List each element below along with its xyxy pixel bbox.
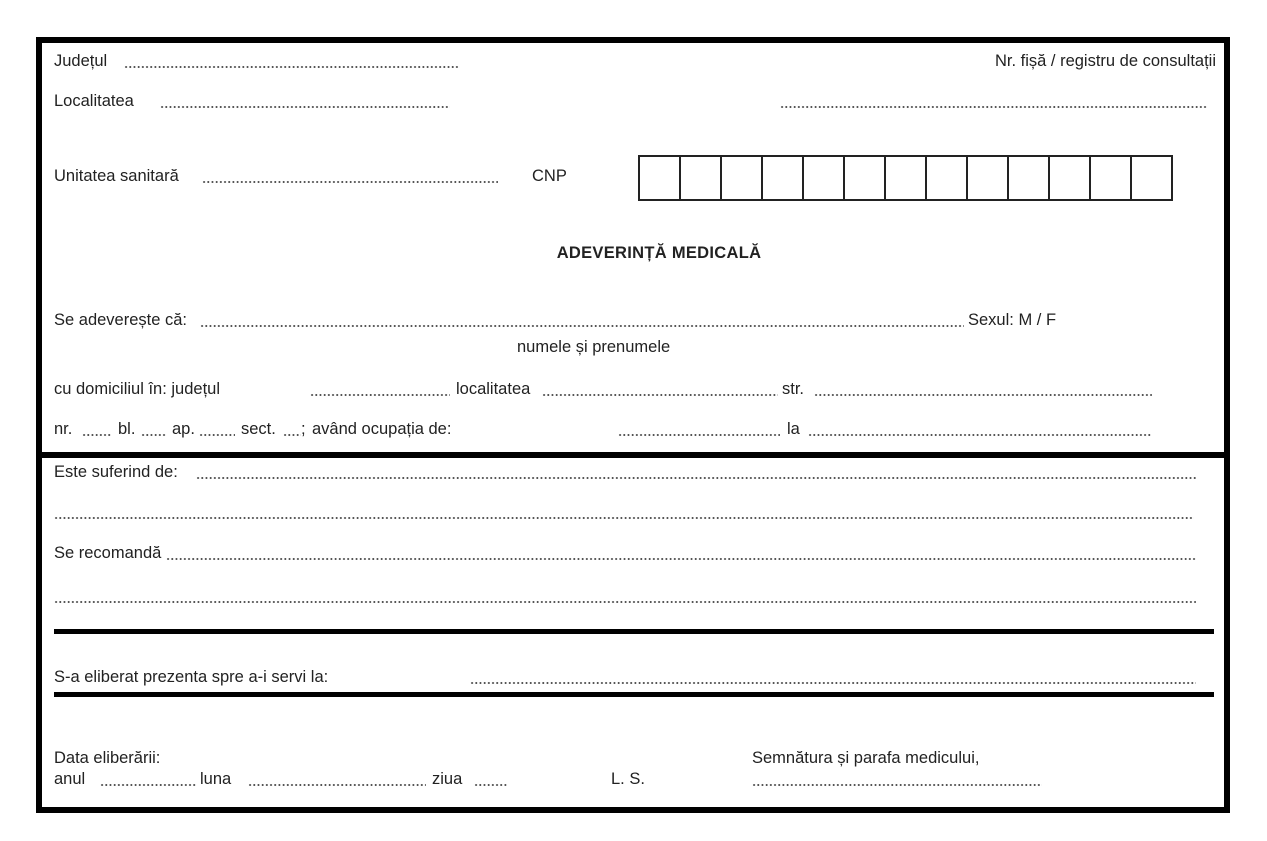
sect-label: sect. — [241, 420, 276, 438]
bl-label: bl. — [118, 420, 136, 438]
str-field[interactable] — [814, 394, 1152, 396]
la-field[interactable] — [808, 434, 1152, 436]
section-divider — [42, 452, 1224, 458]
cnp-digit-box[interactable] — [1132, 157, 1173, 199]
anul-label: anul — [54, 770, 86, 788]
str-label: str. — [782, 380, 805, 398]
inner-rule — [54, 629, 1214, 634]
sect-field[interactable] — [283, 434, 301, 436]
adevereste-label: Se adeverește că: — [54, 311, 187, 329]
eliberat-label: S-a eliberat prezenta spre a-i servi la: — [54, 668, 329, 686]
cnp-digit-box[interactable] — [1009, 157, 1050, 199]
cnp-digit-box[interactable] — [886, 157, 927, 199]
eliberat-field[interactable] — [470, 682, 1196, 684]
nr-field[interactable] — [82, 434, 112, 436]
cnp-digit-box[interactable] — [804, 157, 845, 199]
sex-label: Sexul: M / F — [968, 311, 1057, 329]
sect-suffix: ; — [301, 420, 306, 438]
recomanda-field-line-2[interactable] — [54, 601, 1196, 603]
la-label: la — [787, 420, 800, 438]
cnp-digit-box[interactable] — [722, 157, 763, 199]
ap-field[interactable] — [199, 434, 235, 436]
domiciliu-judet-field[interactable] — [310, 394, 450, 396]
name-caption: numele și prenumele — [517, 338, 671, 356]
data-eliberarii-label: Data eliberării: — [54, 749, 161, 767]
judet-field[interactable] — [124, 66, 460, 68]
ziua-label: ziua — [432, 770, 463, 788]
nr-label: nr. — [54, 420, 73, 438]
localitate-field[interactable] — [160, 106, 450, 108]
unitate-label: Unitatea sanitară — [54, 167, 179, 185]
ziua-field[interactable] — [474, 784, 508, 786]
cnp-label: CNP — [532, 167, 567, 185]
cnp-digit-box[interactable] — [1050, 157, 1091, 199]
medical-certificate-form — [36, 37, 1230, 813]
ap-label: ap. — [172, 420, 195, 438]
ls-label: L. S. — [611, 770, 645, 788]
cnp-digit-box[interactable] — [845, 157, 886, 199]
domiciliu-localitate-field[interactable] — [542, 394, 778, 396]
page-title: ADEVERINȚĂ MEDICALĂ — [556, 244, 762, 262]
unitate-field[interactable] — [202, 181, 498, 183]
bl-field[interactable] — [141, 434, 167, 436]
localitate-label: Localitatea — [54, 92, 134, 110]
suferind-field-line-1[interactable] — [196, 477, 1196, 479]
cnp-digit-box[interactable] — [681, 157, 722, 199]
cnp-digit-box[interactable] — [640, 157, 681, 199]
inner-rule — [54, 692, 1214, 697]
judet-label: Județul — [54, 52, 108, 70]
semnatura-field[interactable] — [752, 784, 1042, 786]
cnp-digit-box[interactable] — [1091, 157, 1132, 199]
ocupatia-field[interactable] — [618, 434, 780, 436]
anul-field[interactable] — [100, 784, 196, 786]
cnp-digit-box[interactable] — [763, 157, 804, 199]
cnp-boxes[interactable] — [638, 155, 1173, 201]
recomanda-field-line-1[interactable] — [166, 558, 1196, 560]
semnatura-label: Semnătura și parafa medicului, — [752, 749, 980, 767]
ocupatia-label: având ocupația de: — [312, 420, 452, 438]
luna-field[interactable] — [248, 784, 426, 786]
name-field[interactable] — [200, 325, 964, 327]
cnp-digit-box[interactable] — [927, 157, 968, 199]
luna-label: luna — [200, 770, 232, 788]
suferind-label: Este suferind de: — [54, 463, 178, 481]
registru-field[interactable] — [780, 106, 1208, 108]
domiciliu-localitate-label: localitatea — [456, 380, 531, 398]
suferind-field-line-2[interactable] — [54, 517, 1194, 519]
domiciliu-judet-label: cu domiciliul în: județul — [54, 380, 220, 398]
recomanda-label: Se recomandă — [54, 544, 162, 562]
cnp-digit-box[interactable] — [968, 157, 1009, 199]
registru-label: Nr. fișă / registru de consultații — [994, 52, 1216, 70]
